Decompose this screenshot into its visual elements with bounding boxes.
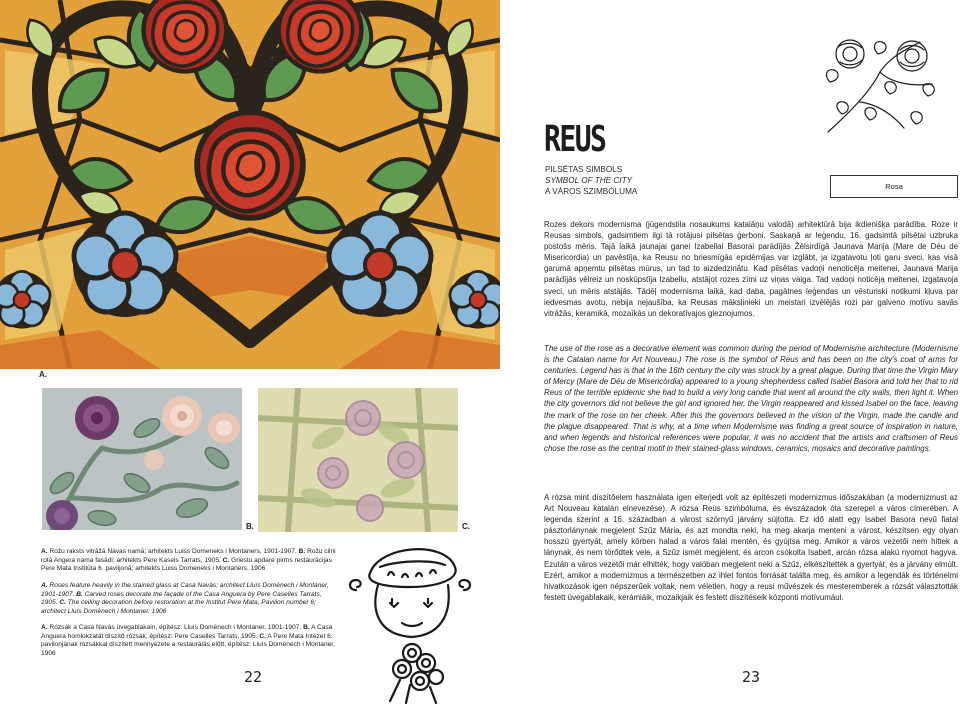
page-title: REUS [544,119,606,160]
text-latvian: Rozes dekors modernisma (jūgendstila nosaukums katalāņu valodā) arhitektūrā bija ikdienišķa parādība. Roze ir Reusas simbols, gadsimtiem ilgi tā rotājusi pilsētas ģerboni. Saskaņā ar leģendu, 16. gadsimtā pilsētai uzbruka postošs mēris. Tajā laikā jaunajai ganei Izabellai Basorai parādījās Žēlsirdīgā Jaunava Marija (Mare de Déu de Misericordia) un pavēstīja, ka Reusu no briesmīgās epidēmijas var izglābt, ja izgatavotu ļoti garu sveci, kas visā garumā apņemtu pilsētas mūrus, un tad to aizdedzinātu. Kad pilsētas vadoņi nenoticēja meitenei, Jaunava Marija parādījās vēlreiz un noskūpstīja Izabellu, atstājot rozes zīmi uz viņas vaiga. Tad vadoņi noticēja meitenei, izgatavoja sveci, un mēris atstājās. Tādēļ modernisma laikā, kad daba, pagātnes leģendas un vēsturiski notikumi kļuva par iedvesmas avotu, nebija nejaušība, ka Reusas mākslinieki un meistari izvēlējās rozi par galveno motīvu savās vitrāžās, keramikā, mozaīkās un dekoratīvajos gleznojumos. [544,220,958,318]
caption-english: A. Roses feature heavily in the stained glass at Casa Navàs; architect Lluís Domènech i Montaner, 1901-1907. B. Carved roses decorate the façade of the Casa Anguera by Pere Caselles Tarrats, 1905. C. The ceiling decoration before restoration at the Institut Pere Mata, Pavilion number 6; architect Lluís Domènech i Montaner, 1906 [41,582,329,615]
subtitle-latvian: PILSĒTAS SIMBOLS [545,165,623,174]
figure-label-a: A. [39,370,47,379]
girl-with-roses-illustration [340,535,490,705]
ceiling-decoration-photo [258,388,458,532]
caption-hungarian: A. Rózsák a Casa Navàs üvegablakain, építész: Lluís Domènech i Montaner, 1901-1907. B. A Casa Anguera homlokzatát díszítő rózsák, építész: Pere Caselles Tarrats, 1905. C. A Pere Mata Intézet 6. pavilonjának rózsákkal díszített mennyezete a restaurálás előtt, építész: Lluís Domènech i Montaner, 1906 [41,624,335,657]
text-hungarian: A rózsa mint díszítőelem használata igen elterjedt volt az építészeti modernizmus időszakában (a modernizmust az Art Nouveau katalán elnevezése). A rózsa Reus szimbóluma, és évszázadok óta szerepel a város címerében. A legenda szerint a 16. században a várost szörnyű járvány sújtotta. Ez idő alatt egy Isabel Basora nevű fiatal pásztorlánynak megjelent Szűz Mária, és azt mondta neki, ha meg akarja menteni a várost, készítsen egy olyan hosszú gyertyát, amely körben halad a város falai mentén, és gyújtsa meg. Amikor a város vezetői nem hittek a lánynak, és nem törődtek vele, a Szűz ismét megjelent, és arcon csókolta Isabelt, arcán rózsa alakú nyomot hagyva. Ezután a város vezetői már elhitték, hogy valóban megjelent neki a Szűz, elkészítették a gyertyát, és a járvány elmúlt. Ezért, amikor a modernizmus a természetben az ihlet fontos forrását találta meg, és amikor a legendák és történelmi hivatkozások igen népszerűek voltak, nem véletlen, hogy a reusi művészek és mesteremberek a rózsát választották festett üvegablakaik, kerámiáik, mozaikjaik és festett díszítéseik központi motívumául. [544,493,958,602]
stained-glass-image [0,0,500,369]
page-number-left: 22 [244,668,263,686]
figure-label-b: B. [246,522,254,531]
subtitle-english: SYMBOL OF THE CITY [545,176,633,185]
figure-label-c: C. [462,522,470,531]
rosa-label-box [830,175,958,198]
botanical-rose-sketch [820,32,942,142]
carved-roses-photo [42,388,242,530]
caption-latvian: A. Rožu raksts vitrāžā Navas namā; arhitekts Luiss Domeneks i Montaners, 1901-1907. B. Rožu cilņi rotā Angera nama fasādi; arhitekts Pere Kasels Tarrats, 1905. C. Griestu apdare pirms restaurācijas Pere Mata Institūta 6. paviljonā; arhitekts Luiss Domeneks i Montaners, 1906 [41,548,336,573]
page-number-right: 23 [742,668,761,686]
subtitle-hungarian: A VÁROS SZIMBÓLUMA [545,187,638,196]
text-english: The use of the rose as a decorative element was common during the period of Modernisme architecture (Modernisme is the Catalan name for Art Nouveau.) The rose is the symbol of Reus and has been on the city's coat of arms for centuries. Legend has is that in the 16th century the city was struck by a great plague. During that time the Virgin Mary of Mercy (Mare de Déu de Misericòrdia) appeared to a young shepherdess called Isabel Basora and told her that to rid Reus of the terrible epidemic she had to build a very long candle that went all around the city walls, then light it. When the city governors did not believe the girl and ignored her, the Virgin reappeared and kissed Isabel on the face, leaving the mark of the rose on her cheek. After this the governors believed in the vision of the Virgin, made the candle and the plague disappeared. That is why, at a time when Modernisme was finding a great source of inspiration in nature, and when legends and historical references were popular, it was no accident that the artists and craftsmen of Reus chose the rose as the central motif in their stained-glass windows, ceramics, mosaics and decorative paintings. [544,344,958,453]
rosa-label: Rosa [885,182,903,191]
